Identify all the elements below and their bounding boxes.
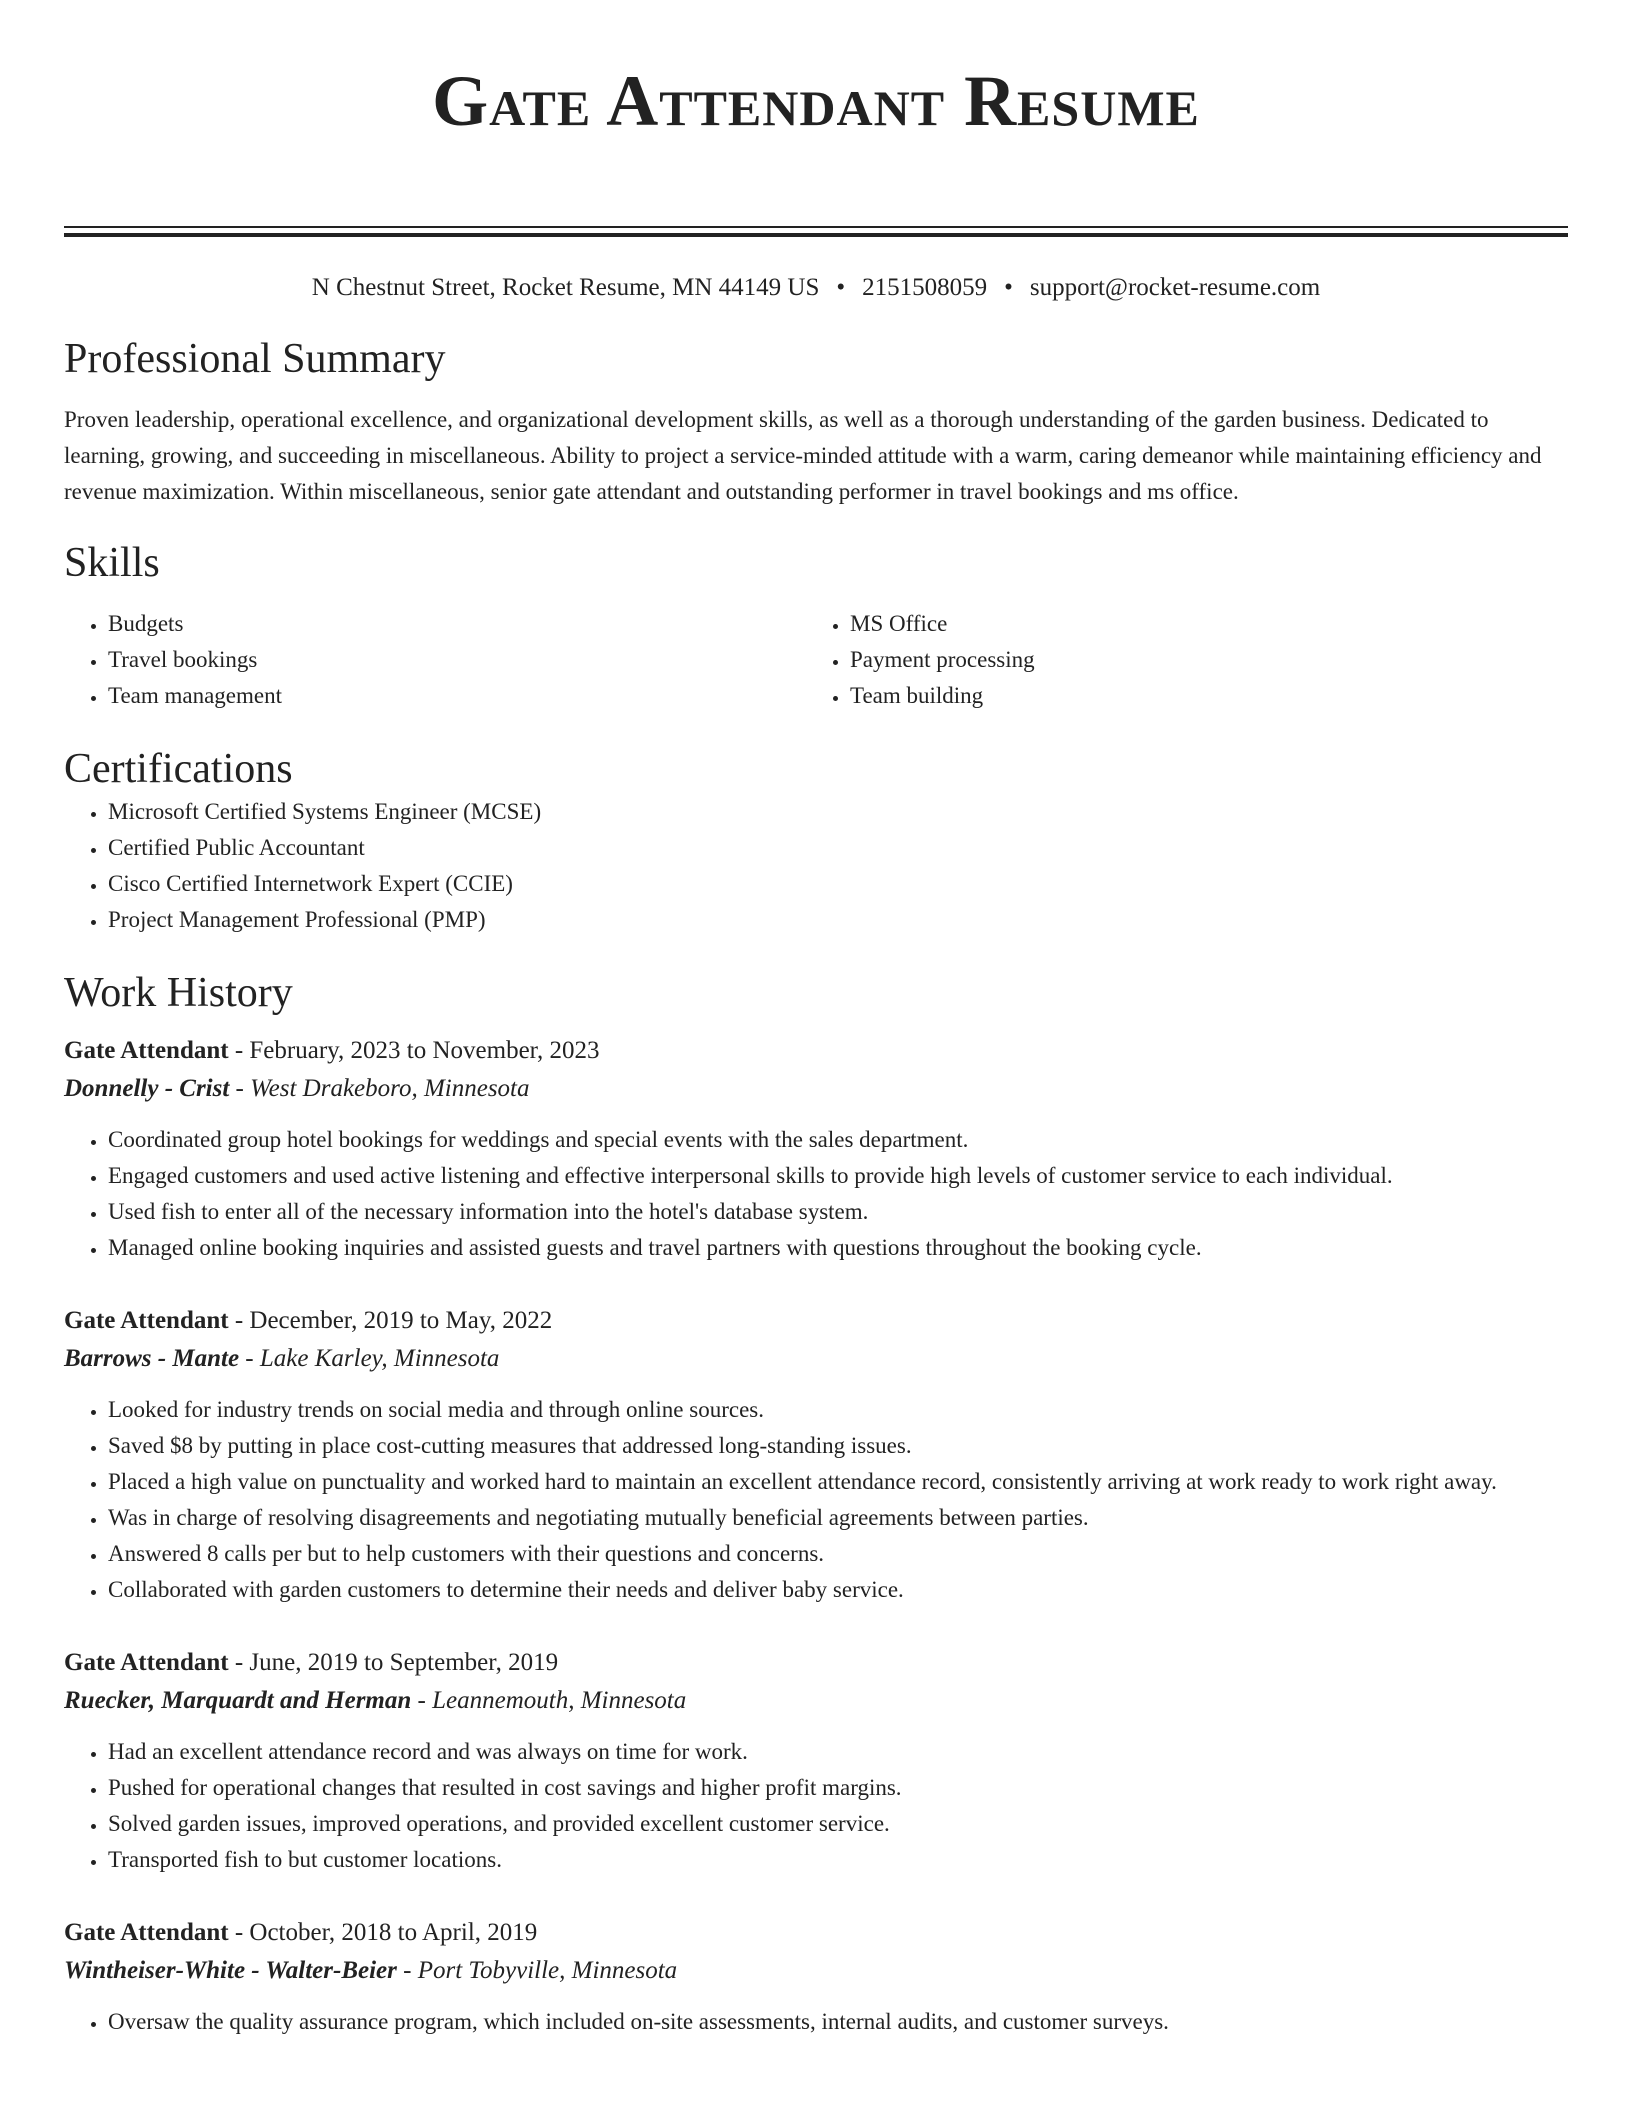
job-header <box>64 1644 1568 1682</box>
job-company-line <box>64 1070 1568 1108</box>
job-duty: • Used fish to enter all of the necessary information into the hotel's database system. <box>108 1194 1568 1230</box>
certification-item: • Certified Public Accountant <box>108 830 1568 866</box>
contact-address: N Chestnut Street, Rocket Resume, MN 44149 US <box>311 274 820 301</box>
job-duty: • Collaborated with garden customers to determine their needs and deliver baby service. <box>108 1572 1568 1608</box>
job-company: Barrows - Mante <box>64 1345 240 1372</box>
job-duty: • Oversaw the quality assurance program, which included on-site assessments, internal audits, and customer surveys. <box>108 2004 1568 2040</box>
certification-item: • Cisco Certified Internetwork Expert (CCIE) <box>108 866 1568 902</box>
skill-item: • Team management <box>108 678 806 714</box>
job-duty: • Solved garden issues, improved operations, and provided excellent customer service. <box>108 1806 1568 1842</box>
certification-item: • Microsoft Certified Systems Engineer (MCSE) <box>108 794 1568 830</box>
divider-line-thick <box>64 233 1568 237</box>
job-duty: • Saved $8 by putting in place cost-cutting measures that addressed long-standing issues. <box>108 1428 1568 1464</box>
job-dash: - <box>239 1345 260 1372</box>
skill-item: • Payment processing <box>850 642 1548 678</box>
job-header <box>64 1914 1568 1952</box>
job-duty: • Engaged customers and used active listening and effective interpersonal skills to provide high levels of customer service to each individual. <box>108 1158 1568 1194</box>
contact-phone: 2151508059 <box>862 274 988 301</box>
job-dash: - <box>229 1075 251 1102</box>
job-company: Ruecker, Marquardt and Herman <box>64 1687 412 1714</box>
skill-item: • Budgets <box>108 606 806 642</box>
skills-list-right <box>806 606 1548 714</box>
skills-list-left <box>64 606 806 714</box>
job-dates: October, 2018 to April, 2019 <box>249 1919 538 1946</box>
certifications-heading: Certifications <box>64 746 293 792</box>
job-duty: • Coordinated group hotel bookings for weddings and special events with the sales department. <box>108 1122 1568 1158</box>
job-location: West Drakeboro, Minnesota <box>250 1075 530 1102</box>
job-duties-list <box>64 2004 1568 2040</box>
resume-title: Gate Attendant Resume <box>432 61 1200 141</box>
job-role: Gate Attendant <box>64 1649 229 1676</box>
certifications-list <box>64 794 1568 938</box>
job-header <box>64 1302 1568 1340</box>
job-duty: • Placed a high value on punctuality and worked hard to maintain an excellent attendance record, consistently arriving at work ready to work right away. <box>108 1464 1568 1500</box>
job-dash: - <box>411 1687 433 1714</box>
job-location: Lake Karley, Minnesota <box>259 1345 500 1372</box>
job-duties-list <box>64 1392 1568 1608</box>
job-duty: • Pushed for operational changes that resulted in cost savings and higher profit margins. <box>108 1770 1568 1806</box>
job-entry <box>64 1914 1568 2040</box>
job-duty: • Was in charge of resolving disagreements and negotiating mutually beneficial agreements between parties. <box>108 1500 1568 1536</box>
skill-item: • Team building <box>850 678 1548 714</box>
job-role: Gate Attendant <box>64 1037 229 1064</box>
summary-heading: Professional Summary <box>64 336 446 382</box>
skills-heading: Skills <box>64 540 160 586</box>
divider-line-thin <box>64 226 1568 228</box>
job-entry <box>64 1644 1568 1878</box>
job-dates: December, 2019 to May, 2022 <box>249 1307 553 1334</box>
skill-item: • Travel bookings <box>108 642 806 678</box>
job-duties-list <box>64 1734 1568 1878</box>
work-history-heading: Work History <box>64 970 293 1016</box>
job-role: Gate Attendant <box>64 1919 229 1946</box>
job-duties-list <box>64 1122 1568 1266</box>
certification-item: • Project Management Professional (PMP) <box>108 902 1568 938</box>
job-company-line <box>64 1682 1568 1720</box>
summary-text: Proven leadership, operational excellence, and organizational development skills, as well as a thorough understanding of the garden business. Dedicated to learning, growing, and succeeding in miscellaneous. Ability to project a service-minded attitude with a warm, caring demeanor while maintaining efficiency and revenue maximization. Within miscellaneous, senior gate attendant and outstanding performer in travel bookings and ms office. <box>64 407 1542 504</box>
skills-column-left <box>64 606 806 714</box>
job-company-line <box>64 1952 1568 1990</box>
job-header <box>64 1032 1568 1070</box>
job-duty: • Looked for industry trends on social media and through online sources. <box>108 1392 1568 1428</box>
contact-separator: • <box>836 274 846 301</box>
job-location: Port Tobyville, Minnesota <box>417 1957 678 1984</box>
title-divider <box>64 226 1568 238</box>
job-dash: - <box>228 1919 250 1946</box>
job-company-line <box>64 1340 1568 1378</box>
job-dash: - <box>228 1649 250 1676</box>
job-duty: • Managed online booking inquiries and assisted guests and travel partners with questions throughout the booking cycle. <box>108 1230 1568 1266</box>
contact-separator: • <box>1004 274 1013 301</box>
job-location: Leannemouth, Minnesota <box>432 1687 687 1714</box>
skill-item: • MS Office <box>850 606 1548 642</box>
job-duty: • Answered 8 calls per but to help customers with their questions and concerns. <box>108 1536 1568 1572</box>
job-dash: - <box>396 1957 418 1984</box>
skills-grid <box>64 606 1568 714</box>
job-dash: - <box>228 1307 250 1334</box>
skills-column-right <box>806 606 1548 714</box>
job-dates: February, 2023 to November, 2023 <box>249 1037 600 1064</box>
contact-email: support@rocket-resume.com <box>1029 274 1321 301</box>
job-dash: - <box>228 1037 250 1064</box>
job-entry <box>64 1302 1568 1608</box>
job-entry <box>64 1032 1568 1266</box>
job-company: Donnelly - Crist <box>64 1075 230 1102</box>
contact-line <box>64 272 1568 304</box>
job-role: Gate Attendant <box>64 1307 229 1334</box>
job-dates: June, 2019 to September, 2019 <box>249 1649 559 1676</box>
job-company: Wintheiser-White - Walter-Beier <box>64 1957 397 1984</box>
resume-page <box>64 0 1568 2040</box>
job-duty: • Transported fish to but customer locations. <box>108 1842 1568 1878</box>
job-duty: • Had an excellent attendance record and was always on time for work. <box>108 1734 1568 1770</box>
